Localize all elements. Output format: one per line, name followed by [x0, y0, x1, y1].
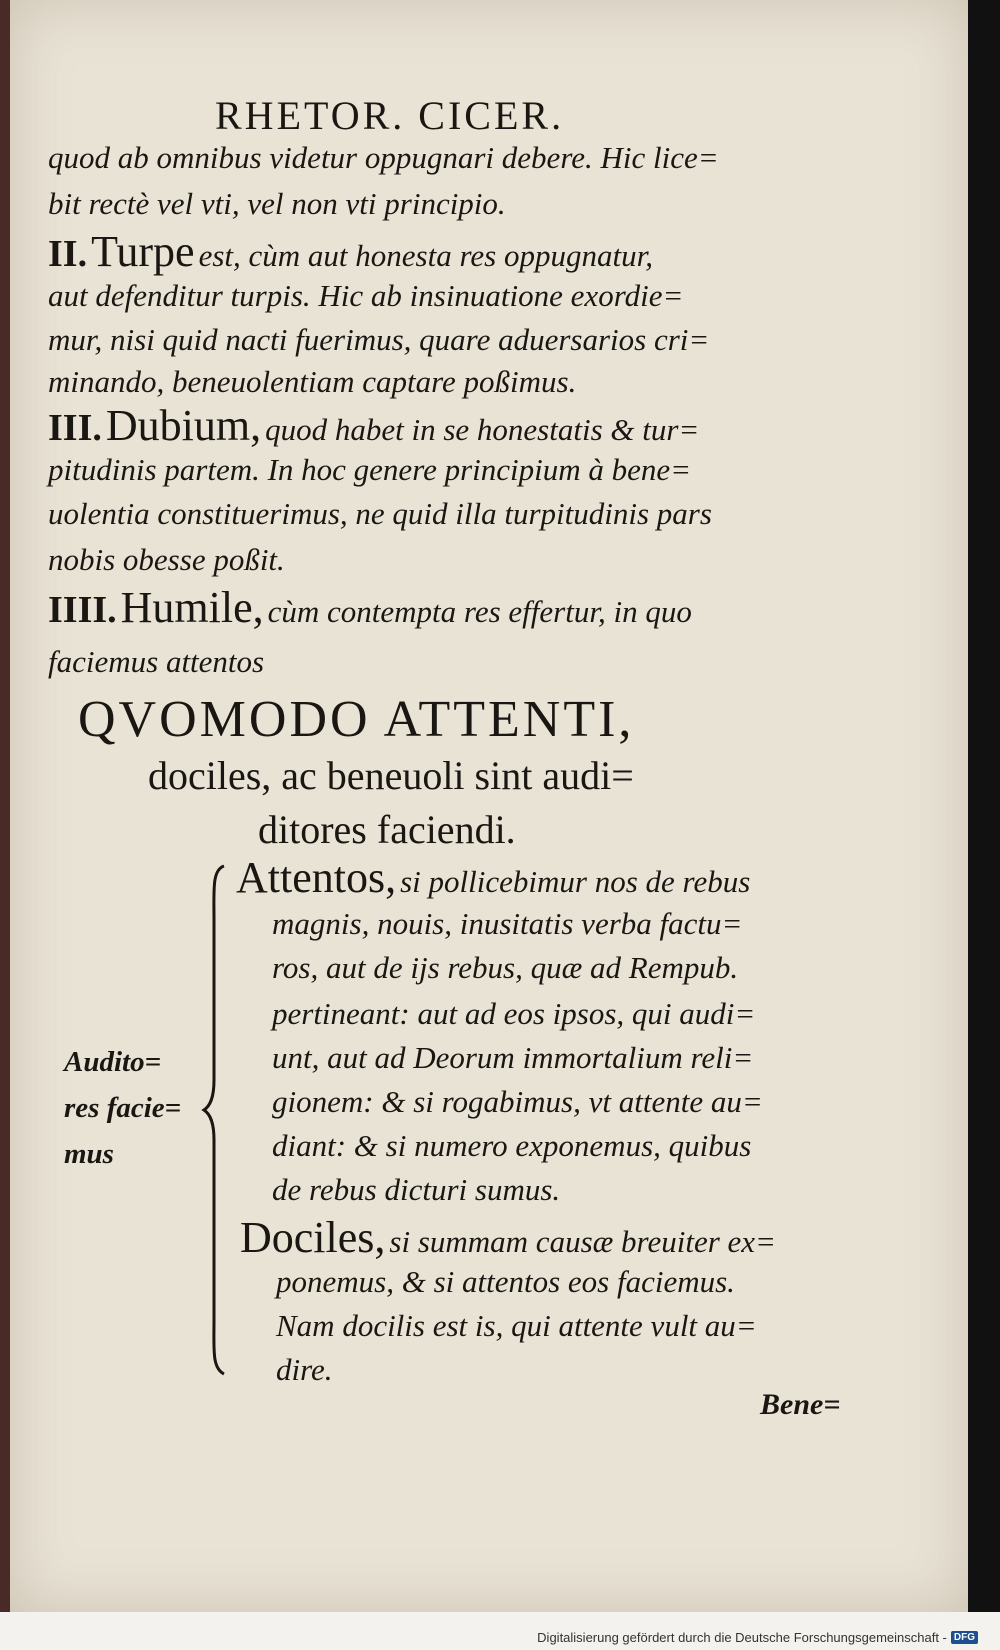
roman-numeral-iii: III. [48, 407, 102, 449]
roman-numeral-ii: II. [48, 233, 88, 275]
text-line: si pollicebimur nos de rebus [400, 864, 751, 899]
digitization-credit [537, 1630, 978, 1645]
margin-label-line: Audito= [64, 1046, 162, 1078]
text-line: gionem: & si rogabimus, vt attente au= [272, 1084, 763, 1119]
text-line: magnis, nouis, inusitatis verba factu= [272, 906, 743, 941]
text-line: ros, aut de ijs rebus, quæ ad Rempub. [272, 950, 739, 985]
catchword: Bene= [760, 1388, 841, 1421]
text-line: de rebus dicturi sumus. [272, 1172, 561, 1207]
text-line: quod ab omnibus videtur oppugnari debere. Hic lice= [48, 140, 719, 175]
section-iii-first-line [48, 400, 699, 451]
text-line: pitudinis partem. In hoc genere principium à bene= [48, 452, 692, 487]
section-heading-line-3: ditores faciendi. [258, 807, 516, 852]
text-line: nobis obesse poßit. [48, 542, 285, 577]
text-line: bit rectè vel vti, vel non vti principio. [48, 186, 506, 221]
section-iiii-first-line [48, 582, 692, 633]
attentos-keyword: Attentos, [236, 853, 397, 902]
text-line: mur, nisi quid nacti fuerimus, quare aduersarios cri= [48, 322, 710, 357]
text-line: cùm contempta res effertur, in quo [267, 594, 692, 629]
margin-label-line: res facie= [64, 1092, 182, 1124]
text-line: pertineant: aut ad eos ipsos, qui audi= [272, 996, 756, 1031]
text-line: si summam causæ breuiter ex= [389, 1224, 776, 1259]
text-line: aut defenditur turpis. Hic ab insinuatione exordie= [48, 278, 684, 313]
roman-numeral-iiii: IIII. [48, 589, 117, 631]
section-ii-first-line [48, 226, 653, 277]
dociles-first-line [240, 1212, 776, 1263]
section-heading: QVOMODO ATTENTI, [78, 691, 635, 748]
text-line: minando, beneuolentiam captare poßimus. [48, 364, 577, 399]
text-line: faciemus attentos [48, 644, 265, 679]
section-iii-keyword: Dubium, [105, 401, 262, 450]
dociles-keyword: Dociles, [240, 1213, 386, 1262]
text-line: Nam docilis est is, qui attente vult au= [276, 1308, 757, 1343]
text-line: quod habet in se honestatis & tur= [265, 412, 700, 447]
dfg-logo: DFG [951, 1631, 978, 1644]
attentos-first-line [236, 852, 750, 903]
margin-label-line: mus [64, 1138, 114, 1170]
section-iiii-keyword: Humile, [120, 583, 264, 632]
text-line: dire. [276, 1352, 333, 1387]
text-line: uolentia constituerimus, ne quid illa turpitudinis pars [48, 496, 712, 531]
credit-text: Digitalisierung gefördert durch die Deutsche Forschungsgemeinschaft - [537, 1630, 947, 1645]
curly-brace-icon [200, 860, 240, 1380]
section-heading-line-2: dociles, ac beneuoli sint audi= [148, 753, 634, 798]
section-ii-keyword: Turpe [91, 227, 195, 276]
text-line: unt, aut ad Deorum immortalium reli= [272, 1040, 754, 1075]
text-line: est, cùm aut honesta res oppugnatur, [198, 238, 653, 273]
running-header: RHETOR. CICER. [215, 93, 565, 138]
text-line: ponemus, & si attentos eos faciemus. [276, 1264, 735, 1299]
text-line: diant: & si numero exponemus, quibus [272, 1128, 752, 1163]
